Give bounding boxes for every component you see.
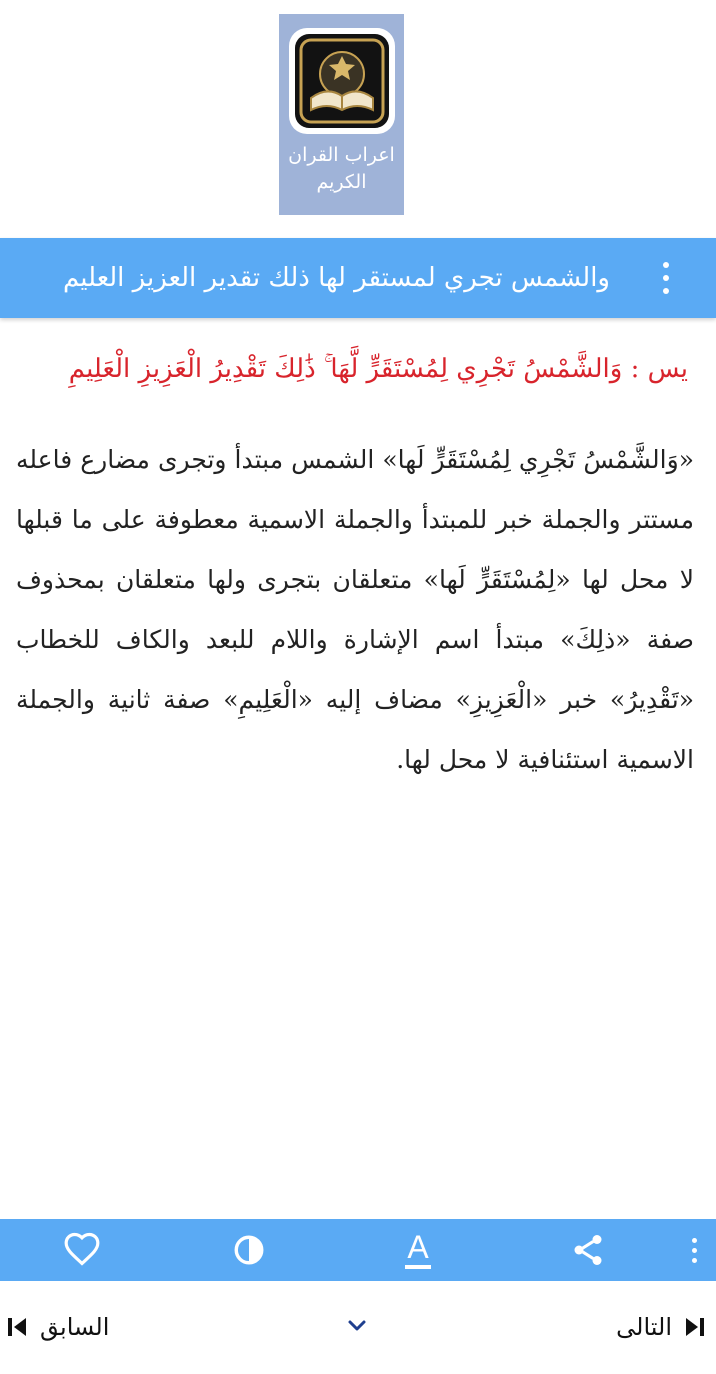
irab-explanation: «وَالشَّمْسُ تَجْرِي لِمُسْتَقَرٍّ لَها» الشمس مبتدأ وتجرى مضارع فاعله مستتر والجملة خبر للمبتدأ والجملة الاسمية معطوفة على ما قبلها لا محل لها «لِمُسْتَقَرٍّ لَها» متعلقان بتجرى ولها متعلقان بمحذوف صفة «ذلِكَ» مبتدأ اسم الإشارة واللام للبعد والكاف للخطاب «تَقْدِيرُ» خبر «الْعَزِيزِ» مضاف إليه «الْعَلِيمِ» صفة ثانية والجملة الاسمية استئنافية لا محل لها. bbox=[16, 445, 694, 774]
previous-label: السابق bbox=[40, 1313, 110, 1341]
heart-icon[interactable] bbox=[60, 1219, 104, 1281]
more-icon[interactable] bbox=[684, 1219, 704, 1281]
app-badge[interactable] bbox=[279, 14, 404, 215]
font-size-icon[interactable]: A bbox=[396, 1219, 440, 1281]
verse-text: يس : وَالشَّمْسُ تَجْرِي لِمُسْتَقَرٍّ لَّهَا ۚ ذَٰلِكَ تَقْدِيرُ الْعَزِيزِ الْعَلِيمِ bbox=[68, 354, 688, 384]
previous-button[interactable] bbox=[6, 1307, 109, 1347]
next-button[interactable] bbox=[616, 1307, 706, 1347]
chevron-down-icon[interactable] bbox=[342, 1311, 372, 1341]
overflow-menu-icon[interactable] bbox=[656, 262, 676, 294]
app-name: اعراب القران الكريم bbox=[288, 144, 395, 193]
skip-next-icon bbox=[684, 1316, 706, 1338]
bottom-toolbar bbox=[0, 1219, 716, 1281]
skip-previous-icon bbox=[6, 1316, 28, 1338]
page-title: والشمس تجري لمستقر لها ذلك تقدير العزيز العليم bbox=[62, 263, 610, 293]
navigation-bar bbox=[0, 1281, 716, 1374]
top-app-bar bbox=[0, 238, 716, 318]
contrast-icon[interactable] bbox=[229, 1219, 269, 1281]
share-icon[interactable] bbox=[566, 1219, 610, 1281]
app-logo-icon bbox=[289, 28, 395, 134]
next-label: التالى bbox=[616, 1313, 672, 1341]
